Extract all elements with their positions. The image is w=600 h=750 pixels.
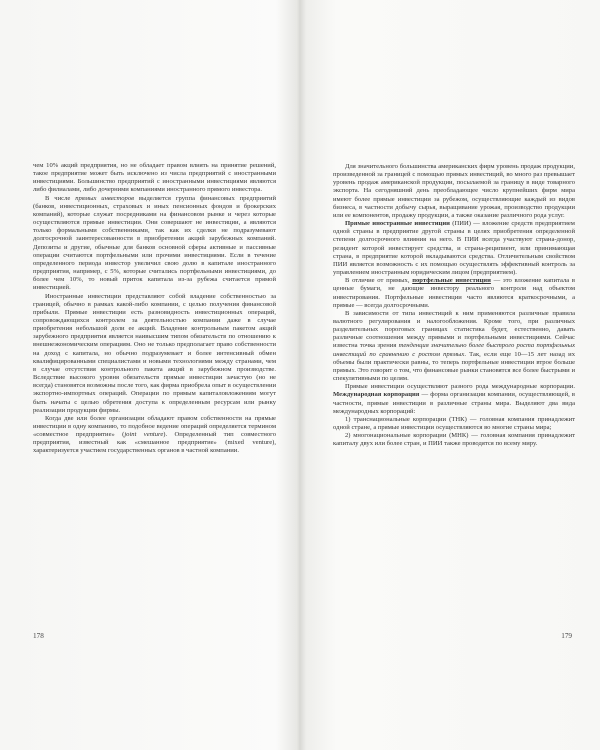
paragraph bbox=[33, 293, 276, 415]
right-text-column bbox=[333, 163, 575, 448]
text-run: . Так, если еще 10—15 лет назад их объемы были практически равны, то теперь портфельные инвестиции втрое больше прямых. Это говорит о том, что финансовые рынки становятся все более быстрыми и спекулятивными по целям. bbox=[333, 350, 575, 383]
page-number-left: 178 bbox=[33, 632, 44, 640]
emphasized-text: joint venture bbox=[124, 431, 164, 439]
page-number-right: 179 bbox=[561, 632, 572, 640]
text-run: выделяется группа финансовых предприятий (банков, инвестиционных, страховых и иных пенсионных фондов и брокерских компаний), которые служат посредниками на финансовом рынке и через которые осуществляются прямые инвестиции. Они совершают не инвестиции, а являются только формальными собственниками, так как их сделки не подразумевают долгосрочной заинтересованности в приобретении акций зарубежных компаний. Депозиты и другие, обычные для банков основной сферы активные и пассивные операции считаются портфельными или прочими инвестициями. Если в течение определенного периода инвестор увеличил свою долю в капитале иностранного предприятия, например, с 5%, которые считались портфельными инвестициями, до более чем 10%, то новый приток капитала из-за рубежа считается прямой инвестицией. bbox=[33, 194, 276, 292]
paragraph bbox=[33, 195, 276, 293]
paragraph bbox=[33, 162, 276, 195]
emphasized-text: портфельные инвестиции bbox=[412, 277, 491, 285]
emphasized-text: Международная корпорация bbox=[333, 391, 420, 399]
left-text-column bbox=[33, 162, 276, 456]
text-run: В отличие от прямых, bbox=[345, 277, 413, 285]
text-run: — это вложение капитала в ценные бумаги, не дающие инвестору реального контроля над объектом инвестирования. Портфельные инвестиции часто являются краткосрочными, а прямые — всегда долгосрочными. bbox=[333, 277, 575, 309]
emphasized-text: Прямые иностранные инвестиции bbox=[345, 220, 450, 228]
text-run: чем 10% акций предприятия, но не обладает правом влиять на принятие решений, такое предприятие может быть исключено из числа предприятий с иностранными инвестициями. Большинство предприятий с иностранными инвестициями являются либо филиалами, либо дочерними компаниями иностранного прямого инвестора. bbox=[33, 162, 276, 194]
emphasized-text: тенденция значительно более быстрого роста портфельных инвестиций по сравнению с ростом прямых bbox=[333, 342, 575, 358]
paragraph bbox=[333, 310, 575, 383]
text-run: 1) транснациональные корпорации (ТНК) — головная компания принадлежит одной стране, а прямые инвестиции осуществляются во многие страны мира; bbox=[333, 415, 575, 431]
emphasized-text: прямых инвесторов bbox=[75, 194, 134, 202]
right-page bbox=[300, 0, 600, 750]
paragraph bbox=[333, 277, 575, 310]
text-run: 2) многонациональные корпорации (МНК) — головная компания принадлежит капиталу двух или более стран, и ПИИ также проводятся по всему миру. bbox=[333, 432, 575, 448]
text-run: Иностранные инвестиции представляют собой владение собственностью за границей, обычно в рамках какой-либо компании, с целью получения финансовой прибыли. Прямые инвестиции есть разновидность инвестиционных операций, сопровождающихся контролем за деятельностью компании даже в случае приобретения небольшой доли ее акций. Владение контрольным пакетом акций зарубежного предприятия является наивысшим типом обязательств по отношению к внешнеэкономическим операциям. Оно не только предполагает право собственности на доход с капитала, но обычно подразумевает и более интенсивный обмен квалифицированными специалистами и новыми технологиями между странами, чем в случае отсутствия контрольного пакета акций в зарубежном производстве. Вследствие высокого уровня обязательств прямые инвестиции зачастую (но не всегда) становятся возможны после того, как фирма приобрела опыт в осуществлении экспортно-импортных операций. Операции по прямым капиталовложениям могут быть начаты с целью обретения доступа к определенным ресурсам или рынку реализации продукции фирмы. bbox=[33, 292, 276, 414]
paragraph bbox=[333, 432, 575, 448]
paragraph bbox=[333, 163, 575, 220]
text-run: Прямые инвестиции осуществляют разного рода международные корпорации. bbox=[345, 383, 575, 391]
paragraph bbox=[333, 383, 575, 416]
paragraph bbox=[333, 416, 575, 432]
text-run: В зависимости от типа инвестиций к ним применяются различные правила валютного регулирования и налогообложения. Кроме того, при различных разделительных пороговых границах статистика будет, естественно, давать различные соотношения между прямыми и портфельными инвестициями. Сейчас известна точка зрения bbox=[333, 309, 575, 350]
text-run: Для значительного большинства американских фирм уровень продаж продукции, произведенной за границей с помощью прямых инвестиций, во много раз превышает уровень продаж американской продукции, посылаемой за границу в виде товарного экспорта. На сегодняшний день преобладающее число крупнейших фирм мира имеют более прямые инвестиции за рубежом, осуществляющие каждый из видов бизнеса, в частности добычу сырья, выращивание урожая, производство продукции или ее компонентов, продажу продукции, а также оказание различного рода услуг. bbox=[333, 163, 575, 219]
paragraph bbox=[333, 220, 575, 277]
text-run: Когда две или более организации обладают правом собственности на прямые инвестиции в одну компанию, то подобное ведение операций определяется термином «совместное предприятие» ( bbox=[33, 414, 276, 439]
text-run: В числе bbox=[45, 194, 76, 202]
paragraph bbox=[33, 415, 276, 456]
text-run: ). Определенный тип совместного предприятия, известный как «смешанное предприятие» (mixed venture), характеризуется участием государственных органов в частной компании. bbox=[33, 431, 276, 455]
text-run: — форма организации компании, осуществляющей, в частности, прямые инвестиции в различные страны мира. Выделяют два вида международных корпораций: bbox=[333, 391, 575, 415]
text-run: (ПИИ) — вложение средств предприятием одной страны в предприятие другой страны в целях приобретения определенной степени долгосрочного влияния на него. В ПИИ всегда участвуют страна-донор, резидент которой инвестирует средства, и страна-реципиент, или принимающая страна, в предприятие которой вкладываются средства. Отличительным свойством ПИИ является возможность с их помощью осуществлять эффективный контроль за управлением иностранным юридическим лицом (предприятием). bbox=[333, 220, 575, 277]
